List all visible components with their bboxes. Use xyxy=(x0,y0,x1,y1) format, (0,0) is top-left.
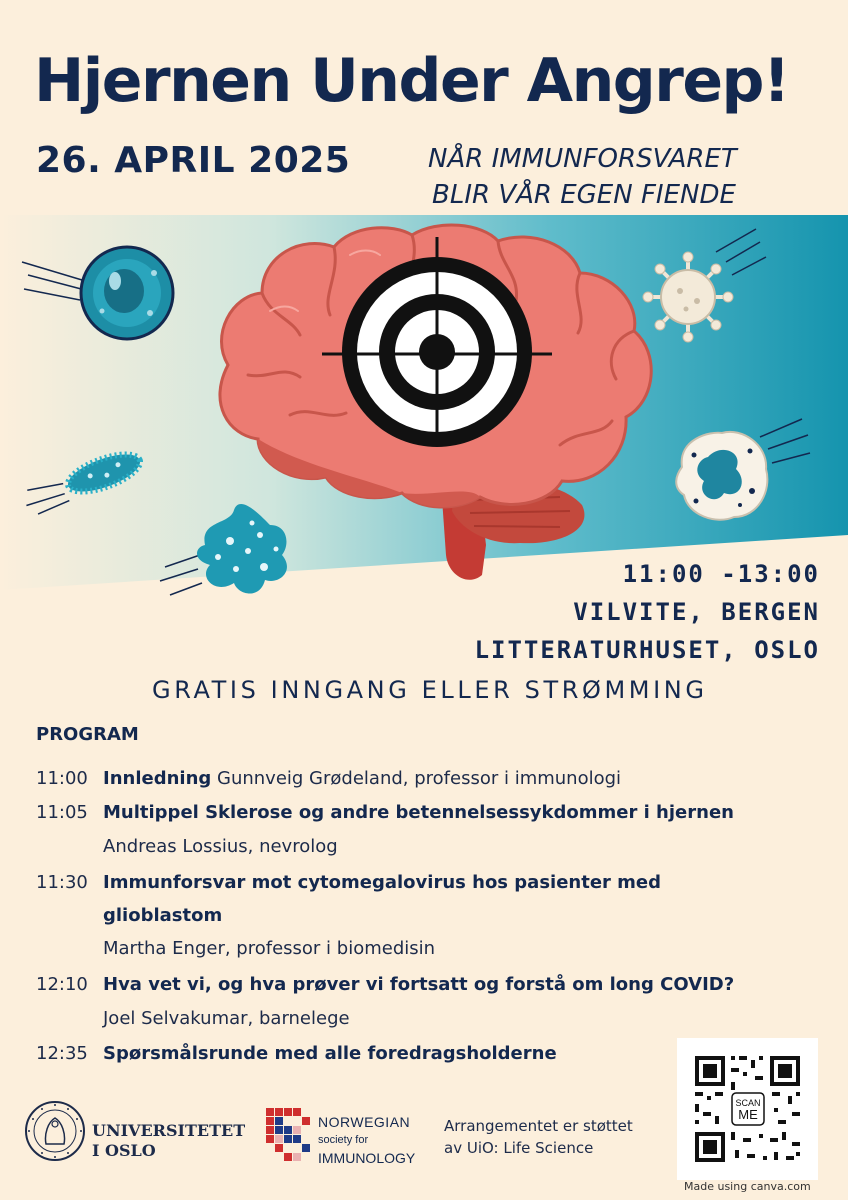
program-entry-cont xyxy=(103,905,222,926)
program-topic: Immunforsvar mot cytomegalovirus hos pasienter med xyxy=(103,872,662,893)
nsi-line-3: IMMUNOLOGY xyxy=(318,1150,416,1166)
program-time: 12:10 xyxy=(36,974,88,995)
program-entry xyxy=(103,768,621,789)
support-line-1: Arrangementet er støttet xyxy=(444,1117,633,1135)
program-heading: PROGRAM xyxy=(36,724,139,745)
nsi-line-1: NORWEGIAN xyxy=(318,1114,411,1130)
uio-wordmark xyxy=(92,1121,245,1161)
program-entry xyxy=(103,1043,557,1064)
nsi-wordmark xyxy=(318,1113,415,1167)
program-topic: Multippel Sklerose og andre betennelsessykdommer i hjernen xyxy=(103,802,734,823)
event-venue-bergen: VILVITE, BERGEN xyxy=(573,598,820,626)
qr-label-scan: SCAN xyxy=(735,1098,761,1108)
event-venue-oslo: LITTERATURHUSET, OSLO xyxy=(474,636,820,664)
program-speaker: Gunnveig Grødeland, professor i immunologi xyxy=(211,768,622,789)
qr-code[interactable] xyxy=(677,1038,818,1180)
event-time: 11:00 -13:00 xyxy=(622,560,820,588)
program-topic: Hva vet vi, og hva prøver vi fortsatt og forstå om long COVID? xyxy=(103,974,735,995)
program-speaker: Martha Enger, professor i biomedisin xyxy=(103,938,436,959)
program-topic: Innledning xyxy=(103,768,212,789)
uio-name-line-1: UNIVERSITETET xyxy=(92,1121,246,1140)
support-note xyxy=(444,1115,633,1159)
admission-info: GRATIS INNGANG ELLER STRØMMING xyxy=(152,676,708,704)
qr-scan-label xyxy=(729,1098,767,1122)
tagline-line-2: BLIR VÅR EGEN FIENDE xyxy=(432,180,736,210)
program-topic-cont: glioblastom xyxy=(103,905,223,926)
canva-credit: Made using canva.com xyxy=(684,1180,811,1193)
program-entry xyxy=(103,974,734,995)
program-speaker: Andreas Lossius, nevrolog xyxy=(103,836,338,857)
program-speaker: Joel Selvakumar, barnelege xyxy=(103,1008,350,1029)
support-line-2: av UiO: Life Science xyxy=(444,1139,594,1157)
uio-seal-logo xyxy=(24,1100,86,1162)
program-time: 11:30 xyxy=(36,872,88,893)
page-title: Hjernen Under Angrep! xyxy=(34,46,789,116)
nsi-logo xyxy=(266,1108,316,1164)
uio-name-line-2: I OSLO xyxy=(92,1141,156,1160)
tagline-line-1: NÅR IMMUNFORSVARET xyxy=(428,144,737,174)
qr-label-me: ME xyxy=(738,1107,758,1122)
nsi-line-2: society for xyxy=(318,1134,369,1146)
program-time: 12:35 xyxy=(36,1043,88,1064)
event-date: 26. APRIL 2025 xyxy=(36,140,351,181)
program-time: 11:00 xyxy=(36,768,88,789)
program-time: 11:05 xyxy=(36,802,88,823)
program-entry xyxy=(103,802,734,823)
program-topic: Spørsmålsrunde med alle foredragsholderne xyxy=(103,1043,557,1064)
program-entry xyxy=(103,872,661,893)
